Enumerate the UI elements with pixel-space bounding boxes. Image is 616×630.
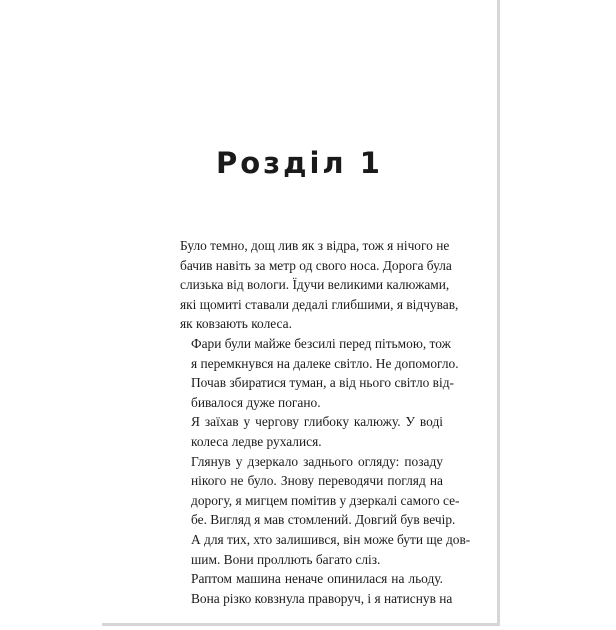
text-line: колеса ледве рухалися. [191, 433, 322, 449]
text-line: як ковзають колеса. [180, 316, 292, 332]
chapter-title: Розділ 1 [216, 146, 383, 180]
text-line: нікого не було. Знову переводячи погляд на [191, 473, 443, 489]
text-line: я перемкнувся на далеке світло. Не допомогло. [191, 355, 459, 371]
text-line: Було темно, дощ лив як з відра, тож я нічого не [180, 238, 450, 253]
paragraph [180, 412, 443, 451]
text-line: А для тих, хто залишився, він може бути ще дов- [191, 531, 471, 547]
paragraph [180, 236, 459, 334]
text-line: бе. Вигляд я мав стомлений. Довгий був вечір. [191, 512, 456, 528]
text-line: бачив навіть за метр од свого носа. Дорога була [180, 257, 452, 273]
text-line: Почав збиратися туман, а від нього світло від- [191, 375, 454, 391]
text-line: бивалося дуже погано. [191, 394, 321, 410]
text-line: Вона різко ковзнула праворуч, і я натиснув на [191, 590, 453, 606]
text-line: Фари були майже безсилі перед пітьмою, тож [191, 335, 451, 351]
text-line: Я заїхав у чергову глибоку калюжу. У воді [191, 414, 443, 430]
book-page [102, 0, 500, 626]
text-line: які щомиті ставали дедалі глибшими, я відчував, [180, 296, 459, 312]
paragraph [180, 452, 471, 570]
paragraph [180, 334, 459, 412]
text-line: Раптом машина неначе опинилася на льоду. [191, 571, 443, 587]
text-line: слизька від вологи. Їдучи великими калюжами, [180, 277, 450, 293]
chapter-body-text [180, 236, 471, 608]
text-line: Глянув у дзеркало заднього огляду: позаду [191, 453, 443, 469]
text-line: дорогу, я мигцем помітив у дзеркалі самого се- [191, 492, 460, 508]
text-line: шим. Вони проллють багато сліз. [191, 551, 381, 567]
paragraph [180, 569, 453, 608]
